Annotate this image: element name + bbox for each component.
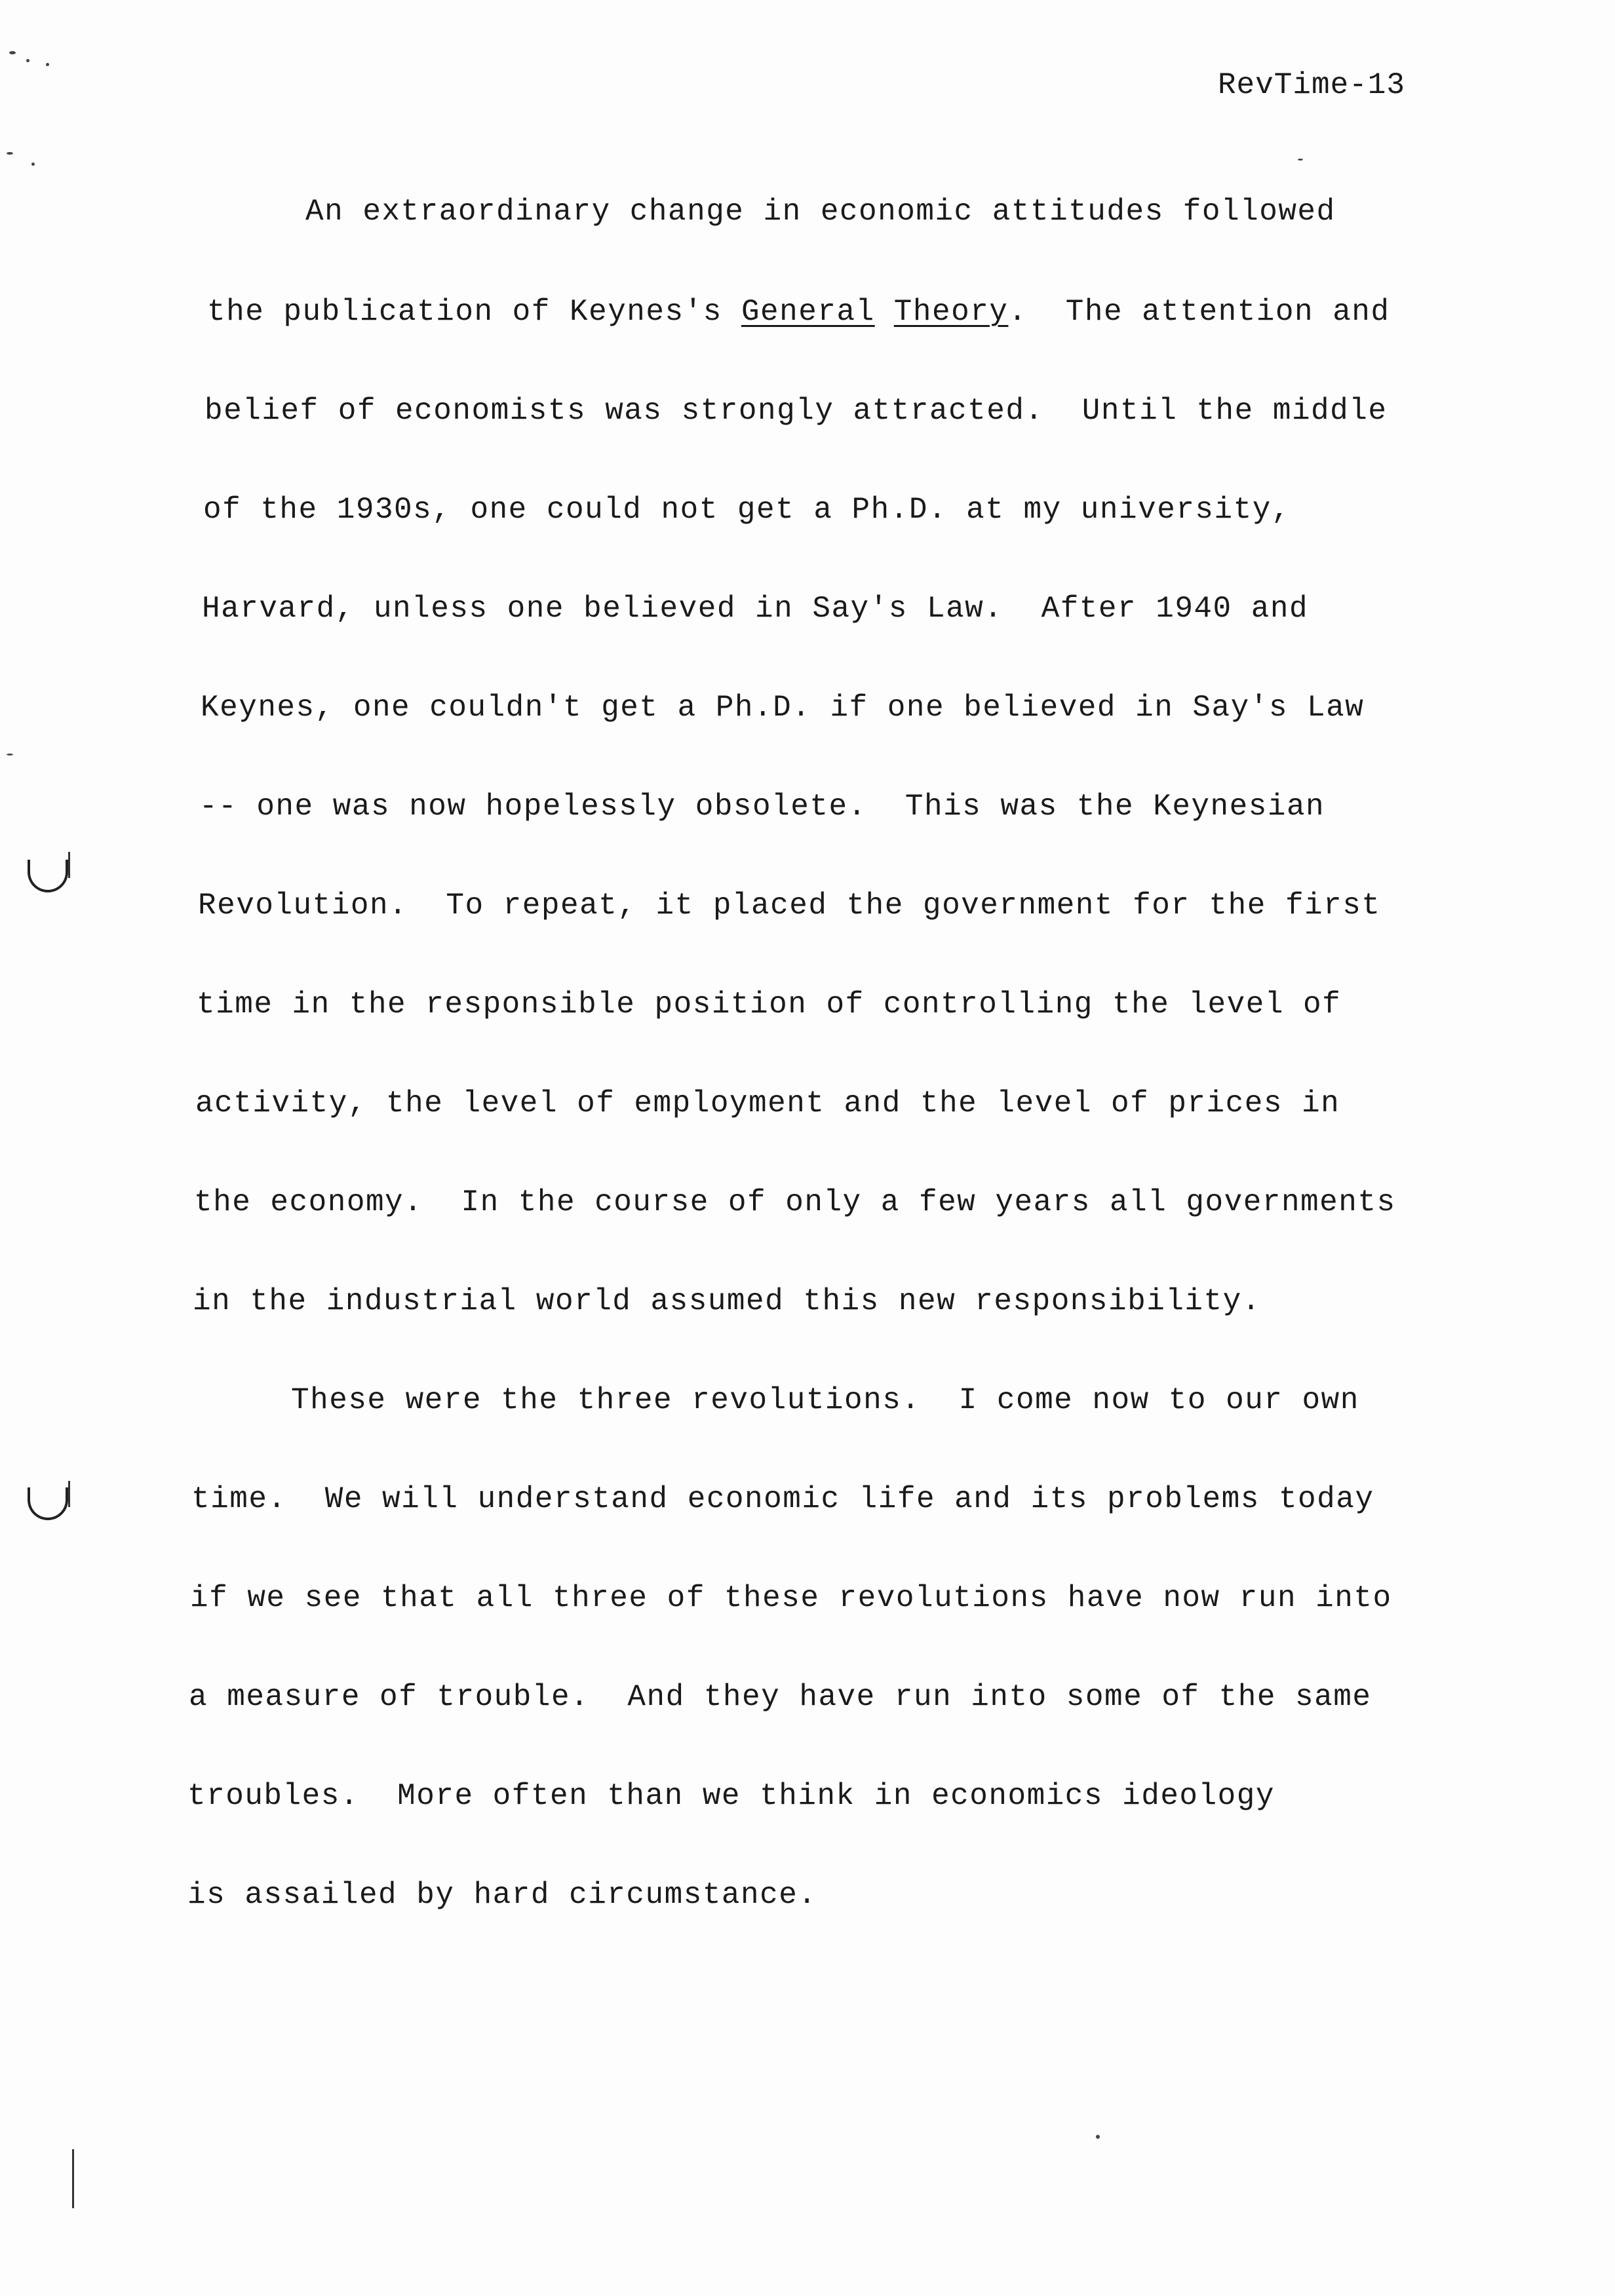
paragraph-2-line-4: a measure of trouble. And they have run into some of the same — [189, 1680, 1372, 1714]
scan-artifact-line — [68, 852, 70, 878]
scan-speck — [31, 163, 35, 166]
paragraph-1-line-8: Revolution. To repeat, it placed the government for the first — [198, 889, 1381, 923]
paragraph-2-line-3: if we see that all three of these revolutions have now run into — [190, 1581, 1392, 1615]
scan-speck — [7, 754, 13, 756]
underlined-word-theory: Theory — [893, 295, 1009, 329]
paragraph-1-line-6: Keynes, one couldn't get a Ph.D. if one believed in Say's Law — [201, 691, 1365, 725]
paragraph-2-line-2: time. We will understand economic life and its problems today — [191, 1482, 1374, 1516]
scan-artifact-line — [68, 1481, 70, 1507]
paragraph-1-line-1: An extraordinary change in economic attitudes followed — [305, 195, 1336, 229]
paragraph-2-line-5: troubles. More often than we think in economics ideology — [187, 1779, 1275, 1813]
scan-edge-line — [72, 2149, 74, 2208]
paragraph-1-line-2 — [207, 297, 1390, 327]
paragraph-1-line-3: belief of economists was strongly attracted. Until the middle — [204, 394, 1388, 428]
scan-speck — [7, 152, 13, 155]
paragraph-2-line-1: These were the three revolutions. I come now to our own — [291, 1383, 1359, 1417]
scan-speck — [9, 51, 16, 54]
paragraph-1-line-12: in the industrial world assumed this new responsibility. — [193, 1284, 1261, 1318]
page-header: RevTime-13 — [1217, 68, 1405, 102]
paragraph-1-line-4: of the 1930s, one could not get a Ph.D. at my university, — [203, 493, 1291, 527]
paragraph-1-line-7: -- one was now hopelessly obsolete. This was the Keynesian — [199, 790, 1325, 824]
paragraph-1-line-5: Harvard, unless one believed in Say's Law. After 1940 and — [202, 592, 1309, 626]
paragraph-2-line-6: is assailed by hard circumstance. — [187, 1878, 817, 1912]
line-2-text-after: . The attention and — [1008, 295, 1390, 329]
scan-speck — [26, 59, 29, 62]
scan-speck — [1298, 159, 1303, 161]
line-2-text-before: the publication of Keynes's — [207, 295, 741, 329]
paragraph-1-line-10: activity, the level of employment and the level of prices in — [195, 1086, 1340, 1120]
paragraph-1-line-9: time in the responsible position of controlling the level of — [197, 987, 1342, 1022]
underlined-word-general: General — [741, 295, 875, 329]
paragraph-1-line-11: the economy. In the course of only a few years all governments — [194, 1185, 1396, 1219]
scan-speck — [46, 63, 49, 66]
scan-speck — [1096, 2135, 1100, 2139]
binder-hole-mark — [28, 860, 68, 892]
binder-hole-mark — [28, 1487, 68, 1520]
